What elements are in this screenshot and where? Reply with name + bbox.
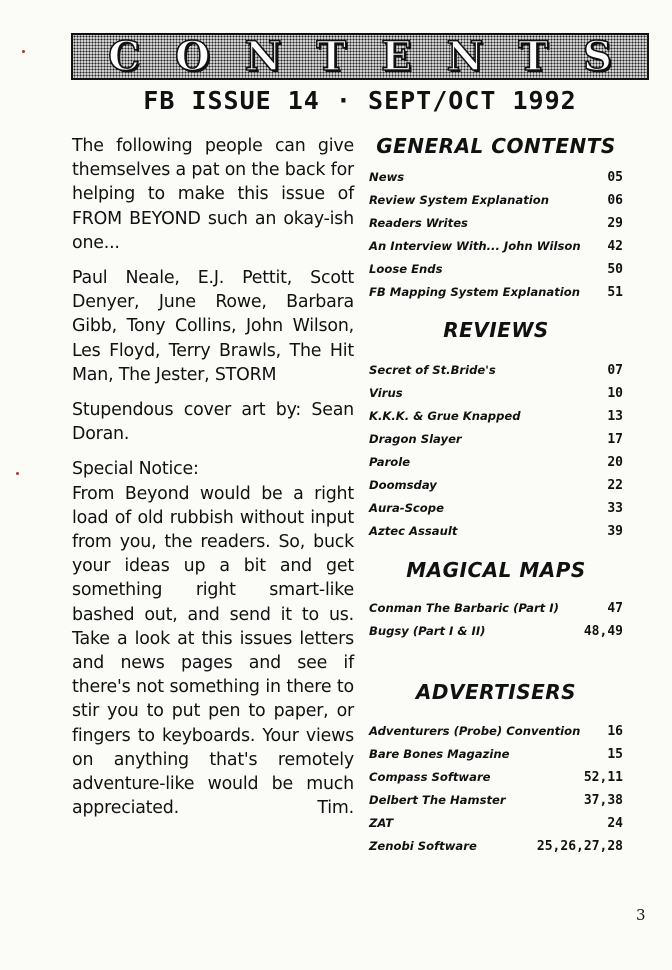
toc-label: Compass Software <box>369 770 491 784</box>
toc-row <box>369 620 623 643</box>
toc-page: 15 <box>607 747 623 762</box>
issue-line: FB ISSUE 14 · SEPT/OCT 1992 <box>143 86 577 115</box>
toc-page: 50 <box>607 262 623 277</box>
section-title: GENERAL CONTENTS <box>376 134 616 158</box>
toc-page: 48,49 <box>583 624 623 639</box>
toc-page: 07 <box>607 363 623 378</box>
toc-row <box>369 766 623 789</box>
section-magical-maps <box>369 558 623 643</box>
toc-row <box>369 497 623 520</box>
contents-banner <box>71 33 649 80</box>
toc-label: Readers Writes <box>369 216 468 230</box>
toc-row <box>369 812 623 835</box>
print-speck <box>22 50 25 53</box>
notice-text: From Beyond would be a right load of old rubbish without input from you, the readers. So, buck your ideas up a bit and get something right smart-like bashed out, and send it to us. Take a look at this issues letters and news pages and see if there's not something in there to stir you to put pen to paper, or fingers to keyboards. Your views on anything that's remotely adventure-like would be much appreciated. <box>72 483 354 819</box>
contents-column <box>369 134 623 858</box>
toc-row <box>369 720 623 743</box>
toc-row <box>369 258 623 281</box>
toc-row <box>369 359 623 382</box>
toc-label: Loose Ends <box>369 262 443 276</box>
toc-row <box>369 189 623 212</box>
toc-page: 17 <box>607 432 623 447</box>
toc-row <box>369 235 623 258</box>
toc-label: Aura-Scope <box>369 501 444 515</box>
page-number: 3 <box>636 906 646 924</box>
contents-title: CONTENTS <box>108 33 647 80</box>
toc-label: Doomsday <box>369 478 437 492</box>
toc-page: 05 <box>607 170 623 185</box>
toc-label: Aztec Assault <box>369 524 458 538</box>
signature: Tim. <box>317 798 354 819</box>
toc-page: 51 <box>607 285 623 300</box>
toc-page: 37,38 <box>583 793 623 808</box>
toc-page: 52,11 <box>583 770 623 785</box>
toc-page: 20 <box>607 455 623 470</box>
toc-page: 33 <box>607 501 623 516</box>
section-reviews <box>369 318 623 543</box>
toc-row <box>369 166 623 189</box>
toc-page: 16 <box>607 724 623 739</box>
section-general-contents <box>369 134 623 304</box>
section-title: REVIEWS <box>443 318 549 342</box>
contributors-paragraph: Paul Neale, E.J. Pettit, Scott Denyer, June Rowe, Barbara Gibb, Tony Collins, John Wilson, Les Floyd, Terry Brawls, The Hit Man, The Jester, STORM <box>72 268 354 385</box>
toc-label: Adventurers (Probe) Convention <box>369 724 581 738</box>
toc-page: 06 <box>607 193 623 208</box>
toc-page: 47 <box>607 601 623 616</box>
toc-row <box>369 835 623 858</box>
cover-art-credit: Stupendous cover art by: Sean Doran. <box>72 400 354 445</box>
toc-label: K.K.K. & Grue Knapped <box>369 409 521 423</box>
toc-page: 24 <box>607 816 623 831</box>
notice-body <box>72 482 354 821</box>
print-speck <box>16 472 19 475</box>
toc-label: Bare Bones Magazine <box>369 747 510 761</box>
toc-page: 29 <box>607 216 623 231</box>
toc-row <box>369 474 623 497</box>
section-title: MAGICAL MAPS <box>406 558 586 582</box>
section-advertisers <box>369 680 623 858</box>
toc-row <box>369 212 623 235</box>
toc-label: Dragon Slayer <box>369 432 462 446</box>
toc-label: Delbert The Hamster <box>369 793 506 807</box>
intro-paragraph: The following people can give themselves a pat on the back for helping to make this issue of FROM BEYOND such an okay-ish one... <box>72 136 354 253</box>
toc-page: 10 <box>607 386 623 401</box>
credits-column <box>72 134 354 820</box>
toc-label: News <box>369 170 405 184</box>
toc-row <box>369 428 623 451</box>
toc-page: 22 <box>607 478 623 493</box>
toc-row <box>369 405 623 428</box>
toc-row <box>369 451 623 474</box>
toc-label: Conman The Barbaric (Part I) <box>369 601 559 615</box>
notice-heading: Special Notice: <box>72 459 199 480</box>
toc-row <box>369 520 623 543</box>
toc-label: Zenobi Software <box>369 839 477 853</box>
toc-page: 39 <box>607 524 623 539</box>
toc-label: Review System Explanation <box>369 193 549 207</box>
section-title: ADVERTISERS <box>415 680 577 704</box>
toc-page: 42 <box>607 239 623 254</box>
toc-label: FB Mapping System Explanation <box>369 285 580 299</box>
toc-page: 25,26,27,28 <box>536 839 623 854</box>
toc-label: ZAT <box>369 816 394 830</box>
toc-row <box>369 743 623 766</box>
toc-label: Bugsy (Part I & II) <box>369 624 486 638</box>
toc-row <box>369 382 623 405</box>
toc-row <box>369 281 623 304</box>
toc-label: Parole <box>369 455 411 469</box>
toc-page: 13 <box>607 409 623 424</box>
toc-row <box>369 789 623 812</box>
toc-label: An Interview With... John Wilson <box>369 239 581 253</box>
toc-row <box>369 597 623 620</box>
toc-label: Virus <box>369 386 403 400</box>
toc-label: Secret of St.Bride's <box>369 363 496 377</box>
